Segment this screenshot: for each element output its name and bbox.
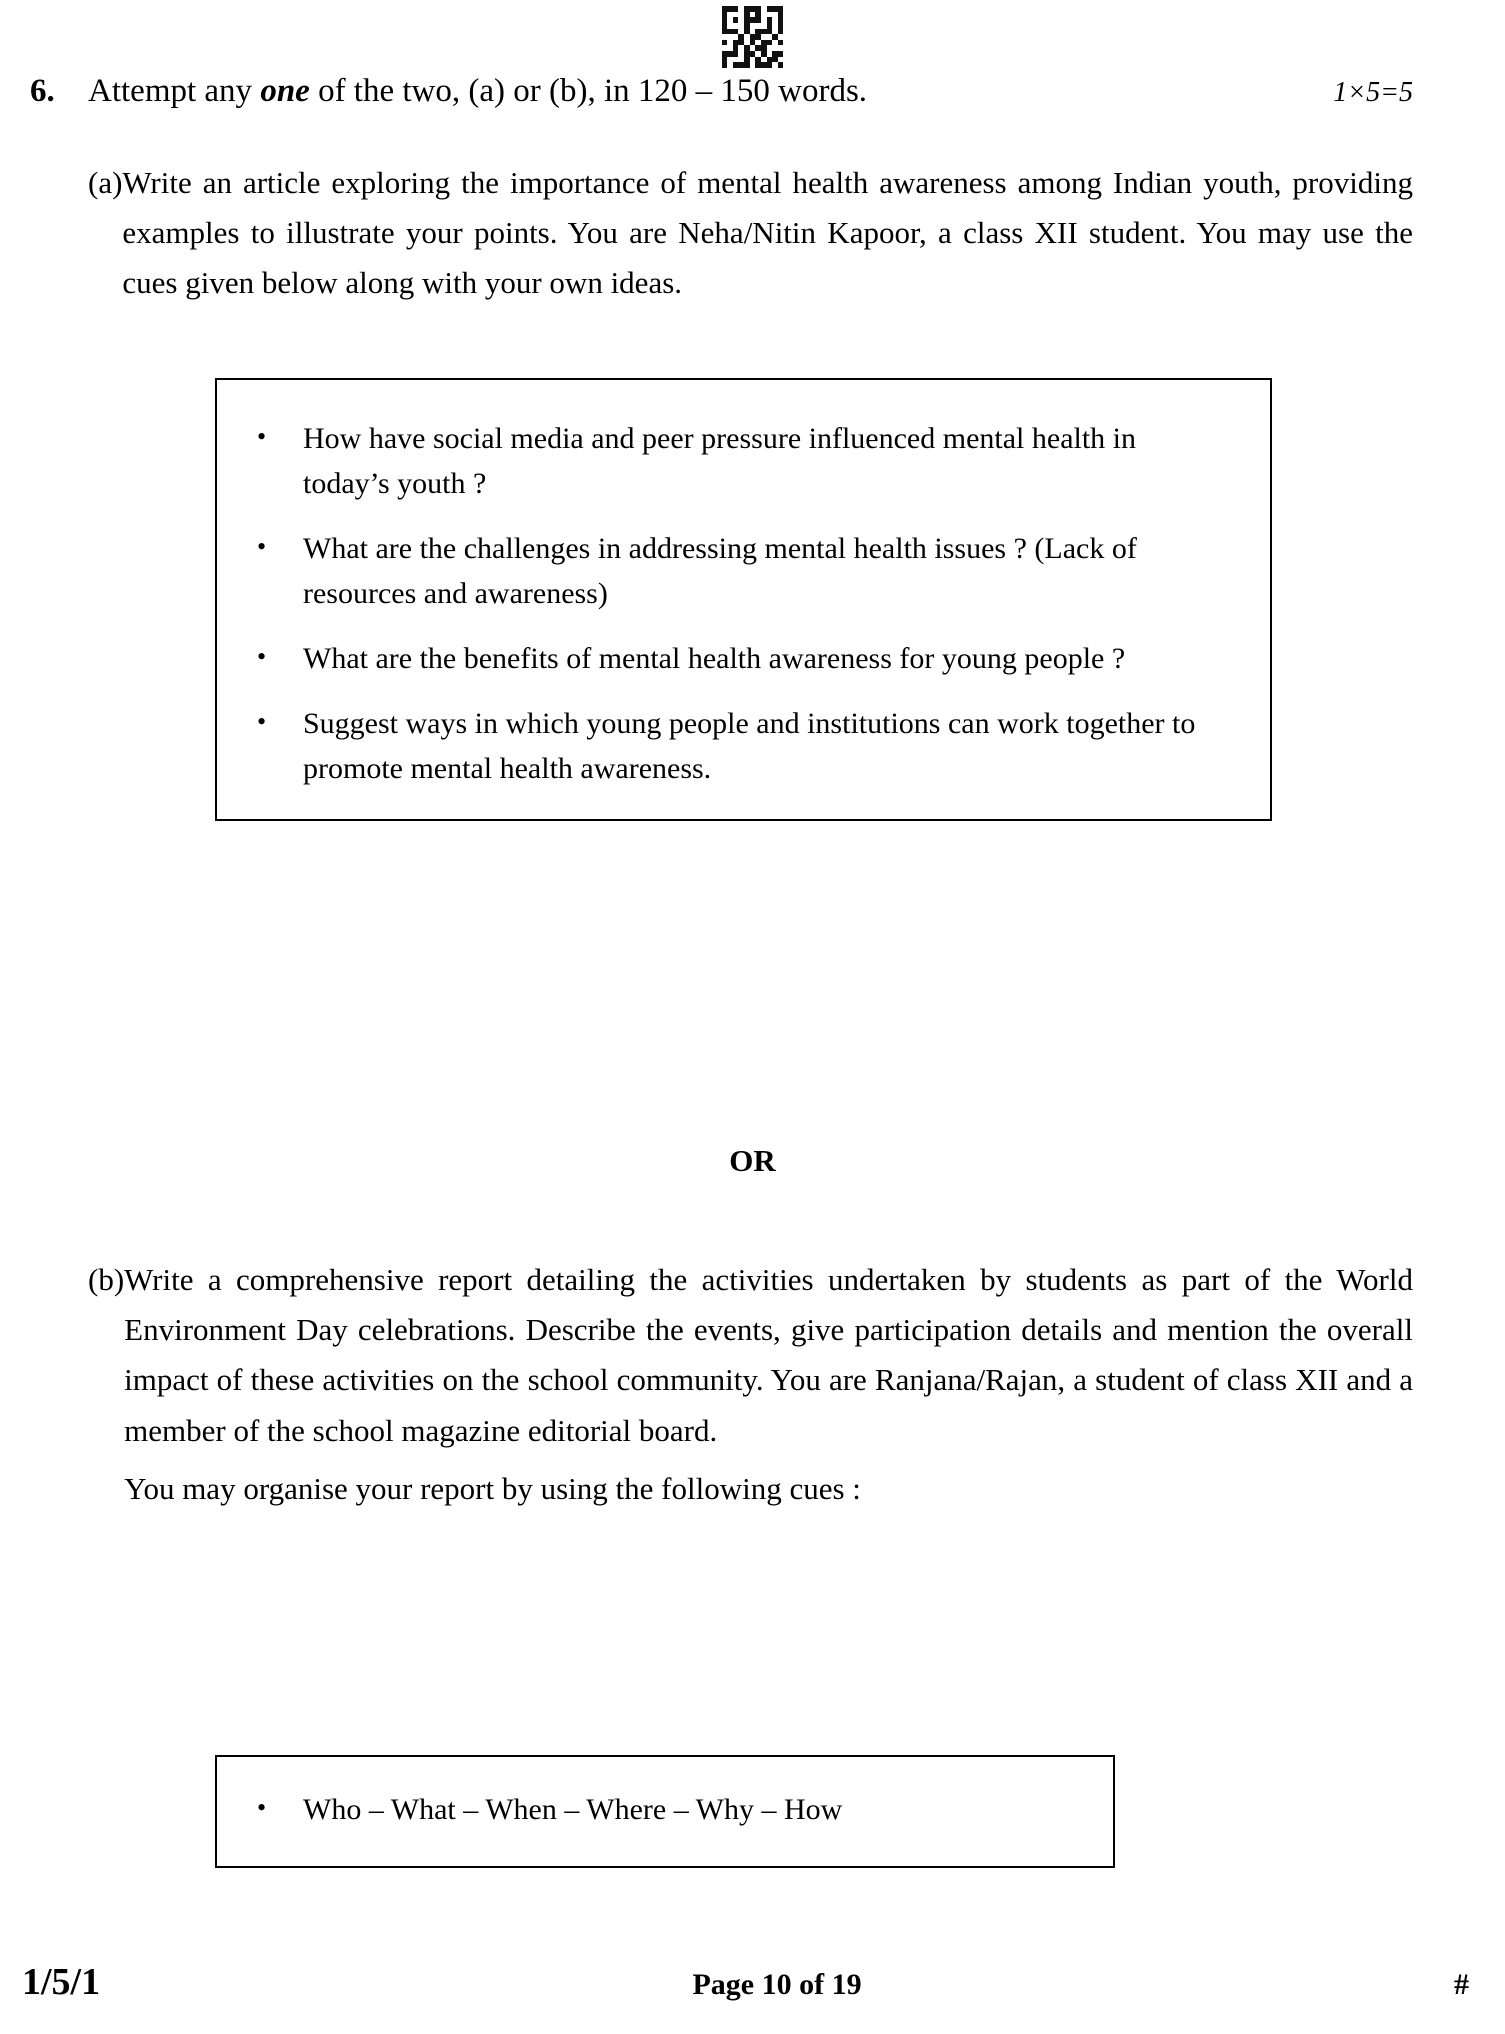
part-b-text: Write a comprehensive report detailing the activities undertaken by students as part of the World Environment Day celebrations. Describe the events, give participation details and mention the overall impact of these activities on the school community. You are Ranjana/Rajan, a student of class XII and a member of the school magazine editorial board. xyxy=(124,1262,1413,1448)
bullet-icon: • xyxy=(257,642,267,671)
or-separator: OR xyxy=(729,1143,776,1178)
part-b-label: (b) xyxy=(88,1262,125,1297)
cue-text: Who – What – When – Where – Why – How xyxy=(303,1793,843,1826)
question-marks: 1×5=5 xyxy=(1333,77,1413,108)
bullet-icon: • xyxy=(257,532,267,561)
question-instruction xyxy=(88,70,1313,112)
cue-text: What are the benefits of mental health awareness for young people ? xyxy=(303,642,1126,675)
part-b xyxy=(0,1255,1505,1514)
cue-item xyxy=(257,416,1230,506)
cue-item xyxy=(257,636,1230,681)
part-a-label: (a) xyxy=(88,165,123,200)
bullet-icon: • xyxy=(257,1793,267,1822)
cue-item xyxy=(257,701,1230,791)
part-b-cue-box xyxy=(215,1755,1115,1868)
cue-text: How have social media and peer pressure influenced mental health in today’s youth ? xyxy=(303,422,1137,500)
bullet-icon: • xyxy=(257,422,267,451)
question-instruction-part2: of the two, (a) or (b), in 120 – 150 words. xyxy=(309,73,868,109)
part-a-cue-box xyxy=(215,378,1272,821)
question-number: 6. xyxy=(30,73,55,109)
cue-item xyxy=(257,1787,1073,1832)
page-footer xyxy=(0,1960,1505,2004)
question-instruction-part1: Attempt any xyxy=(88,73,261,109)
part-a-body xyxy=(122,158,1413,309)
cue-item xyxy=(257,526,1230,616)
page-indicator: Page 10 of 19 xyxy=(692,1968,862,2001)
part-b-cue-intro: You may organise your report by using the following cues : xyxy=(124,1470,861,1506)
part-a-text: Write an article exploring the importance of mental health awareness among Indian youth, providing examples to illustrate your points. You are Neha/Nitin Kapoor, a class XII student. You may use the cues given below along with your own ideas. xyxy=(122,165,1413,301)
cue-text: Suggest ways in which young people and institutions can work together to promote mental health awareness. xyxy=(303,707,1196,785)
question-header-row xyxy=(0,70,1505,112)
footer-mark: # xyxy=(1453,1968,1469,2001)
paper-code: 1/5/1 xyxy=(22,1961,101,2003)
part-b-cue-list xyxy=(257,1787,1073,1832)
bullet-icon: • xyxy=(257,707,267,736)
part-a-cue-list xyxy=(257,416,1230,791)
part-b-body xyxy=(124,1255,1413,1514)
question-instruction-emphasis: one xyxy=(260,73,310,109)
part-a xyxy=(0,158,1505,309)
cue-text: What are the challenges in addressing mental health issues ? (Lack of resources and awareness) xyxy=(303,532,1137,610)
